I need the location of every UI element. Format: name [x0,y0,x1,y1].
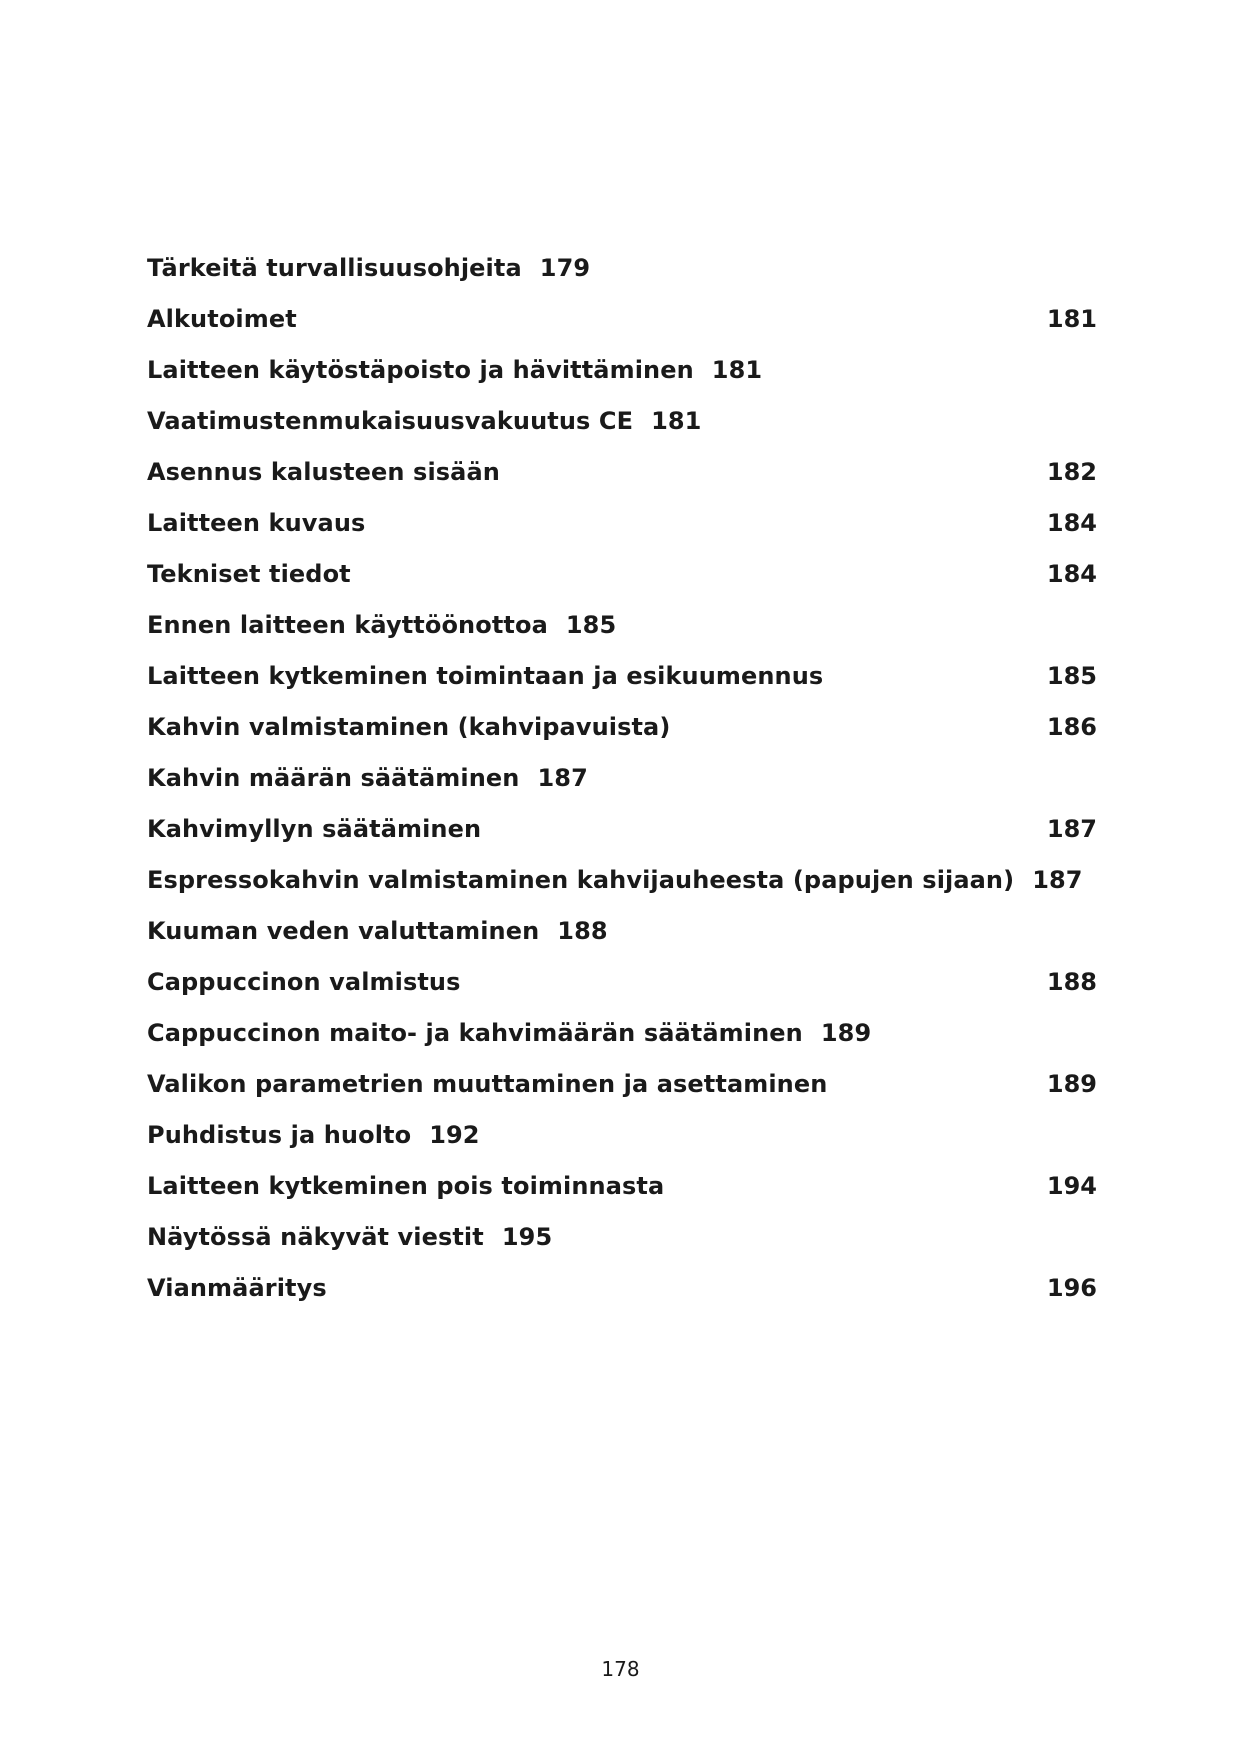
toc-entry[interactable] [147,405,1097,456]
toc-entry-page: 192 [429,1121,480,1149]
toc-entry-page: 184 [1046,509,1097,537]
toc-entry-title [147,1221,552,1253]
toc-entry[interactable] [147,711,1097,762]
toc-entry[interactable] [147,864,1097,915]
toc-entry-page: 195 [501,1223,553,1251]
toc-entry-title-text: Ennen laitteen käyttöönottoa [147,611,548,639]
toc-entry-page: 181 [1046,305,1097,333]
toc-entry-page: 188 [1046,968,1097,996]
toc-entry-page: 185 [1046,662,1097,690]
toc-entry-title-text: Kahvin määrän säätäminen [147,764,520,792]
toc-entry-title-text: Vianmääritys [147,1274,327,1302]
toc-entry-page: 181 [711,356,763,384]
toc-entry-title [147,660,823,692]
toc-entry-title [147,1272,327,1304]
toc-entry[interactable] [147,813,1097,864]
toc-entry-title [147,507,365,539]
toc-entry-title [147,354,762,386]
toc-entry-page: 188 [557,917,608,945]
toc-entry-page: 187 [1046,815,1097,843]
toc-entry-page: 186 [1046,713,1097,741]
toc-entry-title [147,864,1083,896]
toc-entry-title-text: Vaatimustenmukaisuusvakuutus CE [147,407,634,435]
toc-entry-title [147,1017,871,1049]
toc-entry-page: 182 [1046,458,1097,486]
toc-entry-page: 187 [1032,866,1083,894]
toc-entry-page: 196 [1046,1274,1097,1302]
toc-entry-title [147,558,351,590]
toc-entry-title-text: Cappuccinon maito- ja kahvimäärän säätäminen [147,1019,803,1047]
toc-entry[interactable] [147,354,1097,405]
table-of-contents [147,252,1097,1323]
toc-entry-title-text: Näytössä näkyvät viestit [147,1223,484,1251]
toc-entry-page: 189 [1046,1070,1097,1098]
toc-entry-title [147,966,460,998]
toc-entry-page: 181 [651,407,702,435]
toc-entry-title [147,405,701,437]
toc-entry-title [147,1119,480,1151]
toc-entry-title [147,915,608,947]
toc-entry-title-text: Laitteen käytöstäpoisto ja hävittäminen [147,356,694,384]
toc-entry-title [147,813,481,845]
toc-entry[interactable] [147,1221,1097,1272]
toc-entry-page: 184 [1046,560,1097,588]
toc-entry-title-text: Laitteen kytkeminen toimintaan ja esikuumennus [147,662,824,690]
toc-entry[interactable] [147,660,1097,711]
toc-entry-title [147,252,590,284]
toc-entry[interactable] [147,558,1097,609]
toc-entry-title [147,1068,827,1100]
toc-entry-title [147,456,500,488]
toc-entry[interactable] [147,1017,1097,1068]
toc-entry[interactable] [147,252,1097,303]
toc-entry[interactable] [147,1119,1097,1170]
toc-entry[interactable] [147,762,1097,813]
toc-entry-title [147,609,616,641]
toc-entry-title-text: Kuuman veden valuttaminen [147,917,540,945]
toc-entry[interactable] [147,456,1097,507]
toc-entry-title-text: Tärkeitä turvallisuusohjeita [147,254,522,282]
toc-entry-title [147,711,670,743]
toc-entry-title-text: Asennus kalusteen sisään [147,458,500,486]
toc-entry-title [147,1170,664,1202]
toc-entry-title-text: Espressokahvin valmistaminen kahvijauheesta (papujen sijaan) [147,866,1015,894]
toc-entry-page: 194 [1046,1172,1097,1200]
toc-entry[interactable] [147,966,1097,1017]
toc-entry[interactable] [147,1272,1097,1323]
toc-entry-title-text: Laitteen kytkeminen pois toiminnasta [147,1172,665,1200]
toc-entry-page: 187 [537,764,588,792]
toc-entry-page: 179 [539,254,591,282]
toc-entry-title-text: Tekniset tiedot [147,560,351,588]
toc-entry-title-text: Valikon parametrien muuttaminen ja asettaminen [147,1070,828,1098]
toc-entry[interactable] [147,915,1097,966]
page-number: 178 [601,1657,640,1681]
toc-entry-title [147,303,297,335]
toc-entry-page: 189 [820,1019,872,1047]
toc-entry[interactable] [147,1170,1097,1221]
toc-entry-title-text: Laitteen kuvaus [147,509,366,537]
toc-entry-title-text: Alkutoimet [147,305,297,333]
toc-entry[interactable] [147,1068,1097,1119]
toc-entry[interactable] [147,609,1097,660]
toc-entry-title-text: Cappuccinon valmistus [147,968,461,996]
toc-entry[interactable] [147,507,1097,558]
toc-entry-page: 185 [565,611,617,639]
toc-entry-title-text: Kahvimyllyn säätäminen [147,815,482,843]
toc-entry-title [147,762,588,794]
toc-entry-title-text: Kahvin valmistaminen (kahvipavuista) [147,713,671,741]
toc-entry[interactable] [147,303,1097,354]
toc-entry-title-text: Puhdistus ja huolto [147,1121,412,1149]
